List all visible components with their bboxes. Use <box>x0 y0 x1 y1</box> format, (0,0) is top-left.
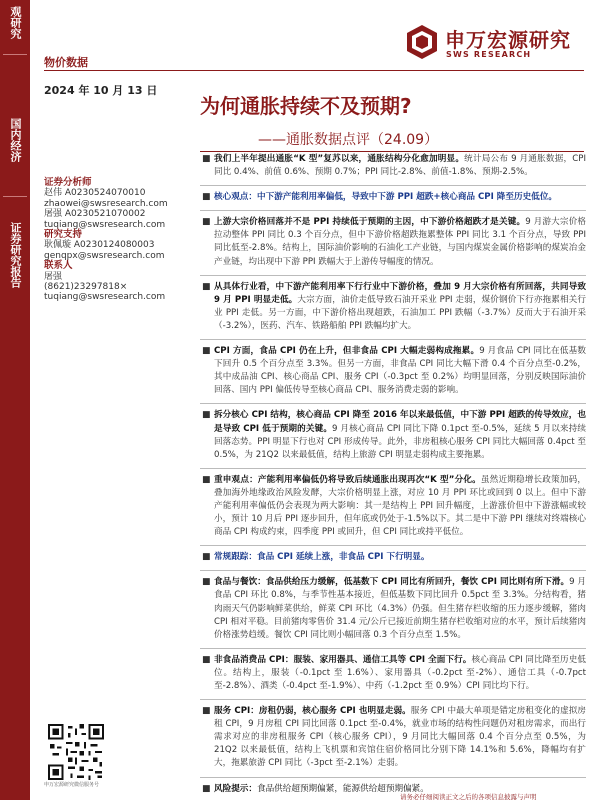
section-divider <box>200 468 586 469</box>
paragraph-lead: 上游大宗价格回落并不是 PPI 持续低于预期的主因，中下游价格超跌才是关键。 <box>214 217 526 228</box>
analyst-email[interactable]: tuqiang@swsresearch.com <box>44 219 166 230</box>
paragraph <box>200 409 586 461</box>
bullet-icon: ■ <box>202 346 211 357</box>
paragraph-lead: 非食品消费品 CPI：服装、家用器具、通信工具等 CPI 全面下行。 <box>214 654 472 665</box>
sidebar-tag-domestic <box>0 118 30 162</box>
sidebar-tag-report-label: 证券研究报告 <box>9 222 22 288</box>
paragraph-text: 9 月食品 CPI 环比 0.8%，与季节性基本接近，但低基数下同比回升 0.5pct 至 3.3%。分结构看，猪肉雨天气仍影响鲜菜供给，鲜菜 CPI 环比（4.3%）仍强。但生猪存栏收缩的压力逐步缓解，猪肉 CPI 相对平稳。目前猪肉零售价 31.4 元/公斤已接近前期生猪存栏收缩对应的水平，预计后续猪肉价格涨势趋缓。餐饮 CPI 同比则小幅回落 0.3 个百分点至 1.5%。 <box>214 577 587 640</box>
bullet-icon: ■ <box>202 706 211 717</box>
bullet-icon: ■ <box>202 783 211 794</box>
bullet-icon: ■ <box>202 192 211 203</box>
paragraph-text: 9 月核心商品 CPI 同比下降 0.1pct 至-0.5%，延续 5 月以来持续回落态势。PPI 明显下行也对 CPI 形成传导。此外，非房租核心服务 CPI 同比大幅回落 0.4pct 至 0.5%，为 21Q2 以来最低值，结构上旅游 CPI 明显走弱构成主要拖累。 <box>214 423 586 460</box>
contact-line: 屠强 <box>44 271 63 282</box>
key-view-paragraph <box>200 191 586 204</box>
paragraph-text: 大宗方面，油价走低导致石油开采业 PPI 走弱，煤价钢价下行亦拖累相关行业 PPI 走低。另一方面，中下游价格出现超跌，石油加工 PPI 跌幅（-3.7%）反而大于石油开采（-3.2%），医药、汽车、铁路船舶 PPI 跌幅均扩大。 <box>214 294 586 331</box>
analyst-line: 屠强 A0230521070002 <box>44 209 146 220</box>
sidebar-tag-macro-label: 观研究 <box>9 6 22 39</box>
paragraph <box>200 153 586 179</box>
paragraph <box>200 654 586 693</box>
bullet-icon: ■ <box>202 281 211 292</box>
paragraph <box>200 474 586 539</box>
paragraph-text: 9 月游大宗价格拉动整体 PPI 同比 0.3 个百分点，但中下游价格超跌拖累整体 PPI 同比 3.1 个百分点，导致 PPI 同比低至-2.8%。结构上，国际油价影响的石油化工产业链，与国内煤炭金属价格影响的煤炭冶金产业链，均出现中下游 PPI 跌幅大于上游传导幅度的情况。 <box>214 217 587 267</box>
report-title: 为何通胀持续不及预期? <box>200 94 412 118</box>
paragraph-lead: 从具体行业看，中下游产能利用率下行行业中下游价格，叠加 9 月大宗价格有所回落，共同导致 9 月 PPI 明显走低。 <box>214 281 586 305</box>
paragraph <box>200 281 586 333</box>
report-body <box>200 153 586 796</box>
paragraph-text: 9 月食品 CPI 同比在低基数下回升 0.5 个百分点至 3.3%。但另一方面，非食品 CPI 同比大幅下滑 0.4 个百分点至-0.2%，其中成品油 CPI、核心商品 CPI、服务 CPI（-0.3pct 至 0.2%）均明显回落，分别反映国际油价回落、国内 PPI 偏低传导至核心商品 CPI、服务消费走弱的影响。 <box>214 346 586 396</box>
sidebar-divider <box>3 54 27 55</box>
paragraph-lead: 常规跟踪：食品 CPI 延续上涨，非食品 CPI 下行明显。 <box>214 552 430 563</box>
bullet-icon: ■ <box>202 654 211 665</box>
paragraph-lead: 重申观点：产能利用率偏低仍将导致后续通胀出现再次“K 型”分化。 <box>214 474 481 485</box>
paragraph-text: 统计局公布 9 月通胀数据，CPI 同比 0.4%、前值 0.6%、预期 0.7%；PPI 同比-2.8%、前值-1.8%、预期-2.5%。 <box>214 154 586 178</box>
analysts-heading: 证券分析师 <box>44 177 92 188</box>
paragraph <box>200 576 586 641</box>
logo-chinese-text: 申万宏源研究 <box>445 28 571 52</box>
sidebar-tag-report <box>0 222 30 288</box>
paragraph-lead: 核心观点：中下游产能利用率偏低，导致中下游 PPI 超跌+核心商品 CPI 降至历史低位。 <box>214 192 557 203</box>
report-date: 2024 年 10 月 13 日 <box>44 84 158 97</box>
qr-code-icon <box>48 724 104 780</box>
sidebar-divider <box>3 196 27 197</box>
section-divider <box>200 648 586 649</box>
paragraph-lead: CPI 方面，食品 CPI 仍在上升，但非食品 CPI 大幅走弱构成拖累。 <box>214 346 480 357</box>
title-divider <box>200 151 584 152</box>
section-divider <box>200 545 586 546</box>
section-divider <box>200 570 586 571</box>
analyst-email[interactable]: zhaowei@swsresearch.com <box>44 198 168 209</box>
report-subtitle: ——通胀数据点评（24.09） <box>258 132 439 148</box>
tracking-heading-paragraph <box>200 551 586 564</box>
risk-lead: 风险提示： <box>214 783 257 794</box>
bullet-icon: ■ <box>202 577 211 588</box>
sidebar <box>0 0 30 800</box>
qr-caption: 申万宏源研究微信服务号 <box>44 782 100 788</box>
bullet-icon: ■ <box>202 154 211 164</box>
section-divider <box>200 403 586 404</box>
bullet-icon: ■ <box>202 474 211 485</box>
sidebar-tag-domestic-label: 国内经济 <box>9 118 22 162</box>
paragraph-lead: 拆分核心 CPI 结构，核心商品 CPI 降至 2016 年以来最低值，中下游 PPI 超跌的传导效应，也是导致 CPI 低于预期的关键。 <box>214 410 586 434</box>
paragraph <box>200 216 586 268</box>
assistant-line: 耿佩璇 A0230124080003 <box>44 240 155 251</box>
paragraph-lead: 服务 CPI：房租仍弱，核心服务 CPI 也明显走弱。 <box>214 706 411 717</box>
section-divider <box>200 699 586 700</box>
contact-heading: 联系人 <box>44 260 73 272</box>
bullet-icon: ■ <box>202 217 211 228</box>
assistant-email[interactable]: genqpx@swsresearch.com <box>44 250 165 261</box>
sws-logo-icon <box>405 24 439 60</box>
contact-email[interactable]: tuqiang@swsresearch.com <box>44 292 166 303</box>
analyst-line: 赵伟 A0230524070010 <box>44 188 146 199</box>
paragraph-lead: 我们上半年提出通胀“K 型”复苏以来，通胀结构分化愈加明显。 <box>214 154 465 164</box>
sidebar-tag-macro <box>0 6 30 39</box>
author-panel <box>44 178 194 303</box>
disclaimer-footer: 请务必仔细阅读正文之后的各项信息披露与声明 <box>400 793 537 801</box>
section-divider <box>200 210 586 211</box>
logo-english-text: SWS RESEARCH <box>446 50 532 59</box>
report-category: 物价数据 <box>44 56 88 69</box>
section-divider <box>200 777 586 778</box>
risk-text: 食品供给超预期偏紧，能源供给超预期偏紧。 <box>256 783 429 794</box>
assistant-heading: 研究支持 <box>44 229 83 241</box>
paragraph-text: 服务 CPI 中最大单项是错定房租变化的虚拟房租 CPI，9 月房租 CPI 同比回落 0.1pct 至-0.4%，就业市场的结构性问题仍对租房需求，而出行需求对应的非房租服务 CPI（核心服务 CPI），9 月同比大幅回落 0.4 个百分点至 0.5%，为 21Q2 以来最低值，结构上飞机票和宾馆住宿价格同比分别下降 14.1%和 5.6%，降幅均有扩大，拖累旅游 CPI 同比（-3pct 至-2.1%）走弱。 <box>214 706 586 769</box>
header-divider <box>44 70 584 71</box>
contact-phone: (8621)23297818× <box>44 282 128 293</box>
section-divider <box>200 185 586 186</box>
paragraph <box>200 345 586 397</box>
bullet-icon: ■ <box>202 410 211 421</box>
section-divider <box>200 339 586 340</box>
paragraph <box>200 705 586 770</box>
paragraph-lead: 食品与餐饮：食品供给压力缓解，低基数下 CPI 同比有所回升，餐饮 CPI 同比则有所下滑。 <box>214 577 570 588</box>
paragraph-text: 核心商品 CPI 同比降至历史低位。结构上，服装（-0.1pct 至 1.6%）、家用器具（-0.2pct 至-2%）、通信工具（-0.7pct 至-2.8%）、酒类（-0.4pct 至-1.9%）、中药（-1.2pct 至 0.9%）CPI 同比均下行。 <box>214 654 586 691</box>
bullet-icon: ■ <box>202 552 211 563</box>
paragraph-text: 虽然近期稳增长政策加码，叠加海外地缘政治风险发酵，大宗价格明显上涨，对应 10 月 PPI 环比或回到 0 以上。但中下游产能利用率偏低仍会表现为两大影响：其一是结构上 PPI 回升幅度，上游涨价但中下游涨幅或较小，预计 10 月后 PPI 逐步回升，但年底或仍处于-1.5%以下。其二是中下游 PPI 继续对终端核心商品 CPI 构成约束，四季度 PPI 或回升，但 CPI 同比或持平低位。 <box>214 474 586 538</box>
section-divider <box>200 275 586 276</box>
sws-logo <box>405 22 585 66</box>
